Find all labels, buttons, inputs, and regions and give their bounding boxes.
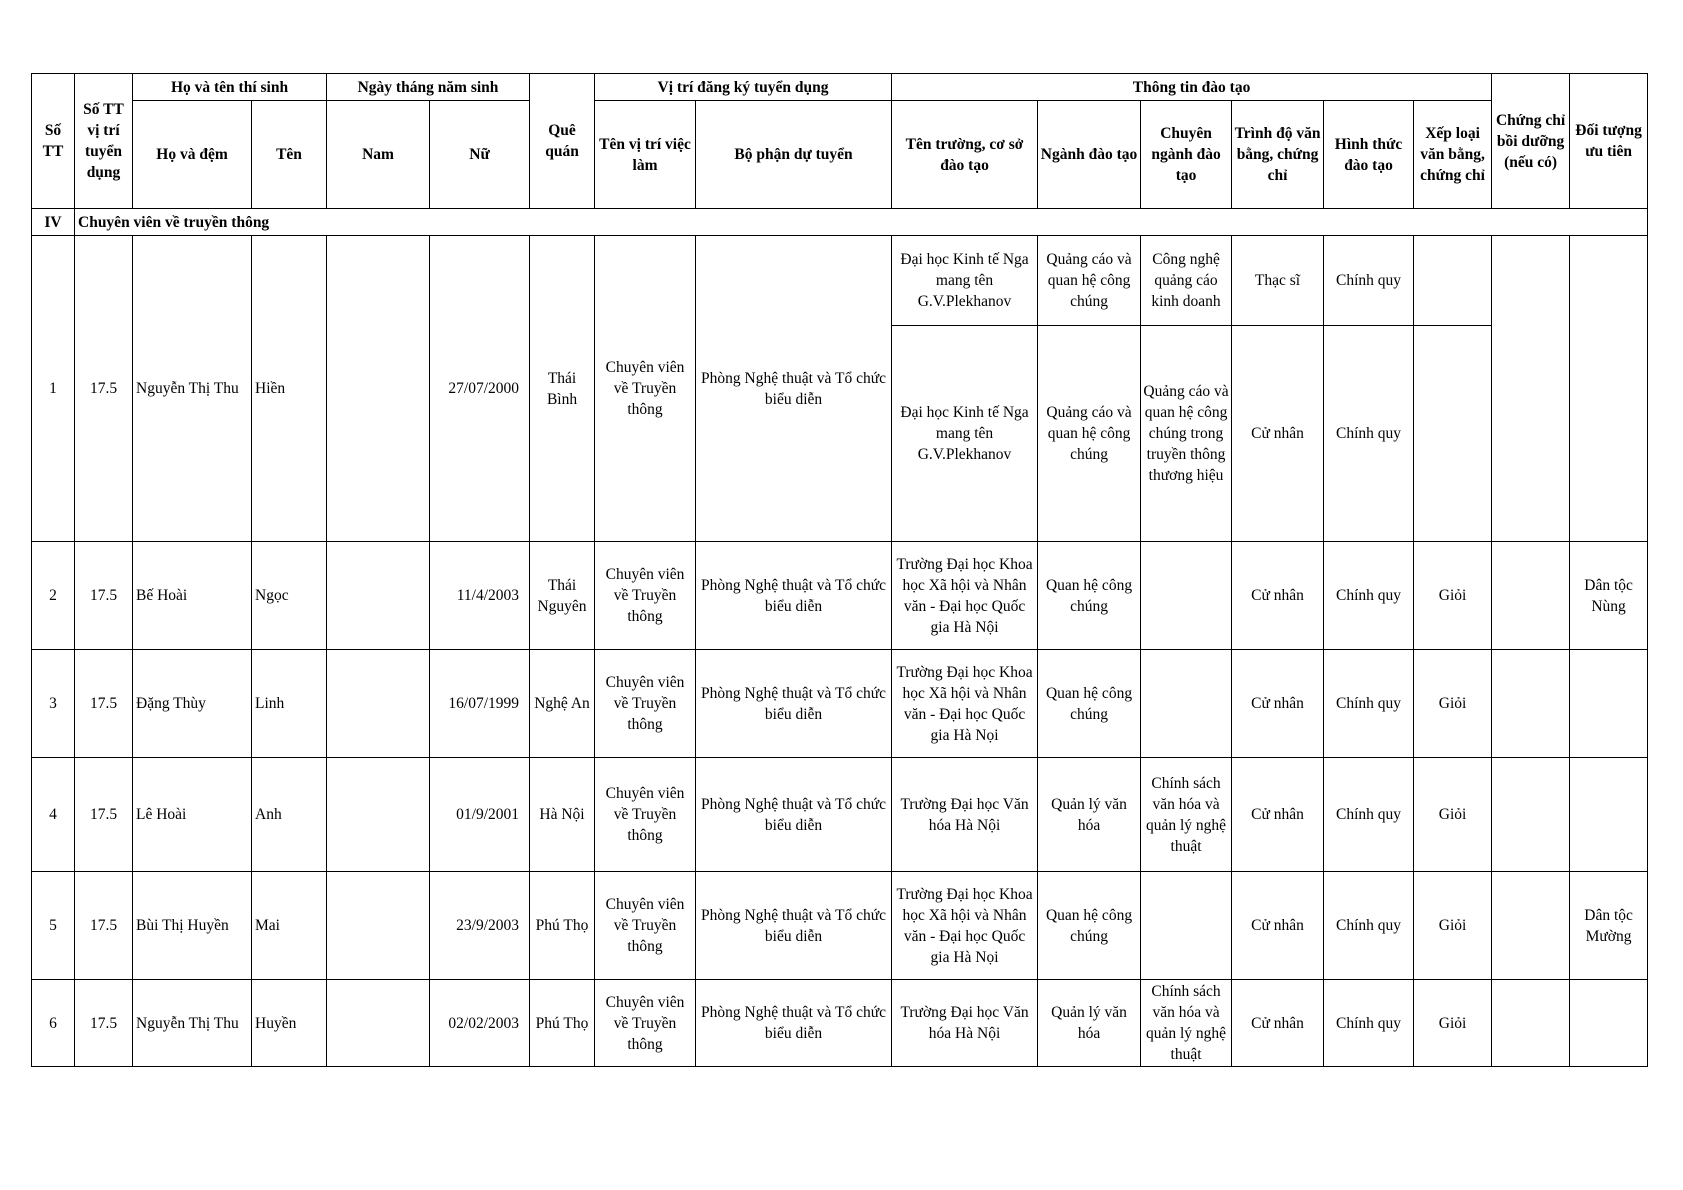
table-row (32, 872, 1648, 980)
cell-department: Phòng Nghệ thuật và Tổ chức biểu diễn (696, 872, 892, 980)
cell-hometown: Nghệ An (530, 650, 595, 758)
cell-job-title: Chuyên viên về Truyền thông (595, 236, 696, 542)
cell-grade: Giỏi (1414, 650, 1492, 758)
section-title: Chuyên viên về truyền thông (75, 209, 1648, 236)
cell-certificate (1492, 542, 1570, 650)
cell-middle-name: Bế Hoài (133, 542, 252, 650)
cell-middle-name: Lê Hoài (133, 758, 252, 872)
cell-job-title: Chuyên viên về Truyền thông (595, 758, 696, 872)
cell-hometown: Hà Nội (530, 758, 595, 872)
cell-male (327, 650, 430, 758)
cell-middle-name: Bùi Thị Huyền (133, 872, 252, 980)
cell-level: Cử nhân (1232, 980, 1324, 1067)
table-header (32, 74, 1648, 209)
cell-mode: Chính quy (1324, 542, 1414, 650)
cell-priority (1570, 980, 1648, 1067)
cell-school: Đại học Kinh tế Nga mang tên G.V.Plekhanov (892, 236, 1038, 326)
cell-position-no: 17.5 (75, 980, 133, 1067)
table-row (32, 542, 1648, 650)
cell-department: Phòng Nghệ thuật và Tổ chức biểu diễn (696, 758, 892, 872)
cell-position-no: 17.5 (75, 872, 133, 980)
cell-female-dob: 02/02/2003 (430, 980, 530, 1067)
cell-major: Quan hệ công chúng (1038, 542, 1141, 650)
cell-specialization (1141, 872, 1232, 980)
header-fullname-group: Họ và tên thí sinh (133, 74, 327, 101)
cell-priority: Dân tộc Nùng (1570, 542, 1648, 650)
cell-mode: Chính quy (1324, 758, 1414, 872)
cell-certificate (1492, 650, 1570, 758)
cell-school: Đại học Kinh tế Nga mang tên G.V.Plekhanov (892, 326, 1038, 542)
cell-grade: Giỏi (1414, 872, 1492, 980)
header-major: Ngành đào tạo (1038, 101, 1141, 209)
cell-specialization (1141, 650, 1232, 758)
cell-job-title: Chuyên viên về Truyền thông (595, 980, 696, 1067)
cell-level: Cử nhân (1232, 542, 1324, 650)
cell-first-name: Mai (252, 872, 327, 980)
cell-grade (1414, 236, 1492, 326)
cell-hometown: Thái Bình (530, 236, 595, 542)
cell-position-no: 17.5 (75, 650, 133, 758)
cell-major: Quản lý văn hóa (1038, 980, 1141, 1067)
header-registration-group: Vị trí đăng ký tuyển dụng (595, 74, 892, 101)
cell-first-name: Anh (252, 758, 327, 872)
header-job-title: Tên vị trí việc làm (595, 101, 696, 209)
cell-mode: Chính quy (1324, 236, 1414, 326)
cell-department: Phòng Nghệ thuật và Tổ chức biểu diễn (696, 650, 892, 758)
cell-female-dob: 11/4/2003 (430, 542, 530, 650)
cell-level: Cử nhân (1232, 326, 1324, 542)
header-middle-name: Họ và đệm (133, 101, 252, 209)
cell-mode: Chính quy (1324, 650, 1414, 758)
cell-stt: 3 (32, 650, 75, 758)
cell-job-title: Chuyên viên về Truyền thông (595, 872, 696, 980)
cell-middle-name: Nguyễn Thị Thu (133, 236, 252, 542)
table-row (32, 980, 1648, 1067)
cell-level: Cử nhân (1232, 758, 1324, 872)
cell-grade (1414, 326, 1492, 542)
cell-first-name: Hiền (252, 236, 327, 542)
cell-job-title: Chuyên viên về Truyền thông (595, 542, 696, 650)
cell-specialization: Công nghệ quảng cáo kinh doanh (1141, 236, 1232, 326)
header-priority: Đối tượng ưu tiên (1570, 74, 1648, 209)
cell-priority: Dân tộc Mường (1570, 872, 1648, 980)
section-row (32, 209, 1648, 236)
header-school: Tên trường, cơ sở đào tạo (892, 101, 1038, 209)
cell-department: Phòng Nghệ thuật và Tổ chức biểu diễn (696, 542, 892, 650)
cell-male (327, 542, 430, 650)
header-male: Nam (327, 101, 430, 209)
cell-hometown: Phú Thọ (530, 980, 595, 1067)
cell-school: Trường Đại học Khoa học Xã hội và Nhân văn - Đại học Quốc gia Hà Nọi (892, 872, 1038, 980)
cell-position-no: 17.5 (75, 236, 133, 542)
cell-hometown: Phú Thọ (530, 872, 595, 980)
cell-job-title: Chuyên viên về Truyền thông (595, 650, 696, 758)
cell-male (327, 980, 430, 1067)
cell-priority (1570, 758, 1648, 872)
header-dob-group: Ngày tháng năm sinh (327, 74, 530, 101)
cell-department: Phòng Nghệ thuật và Tổ chức biểu diễn (696, 980, 892, 1067)
cell-stt: 6 (32, 980, 75, 1067)
cell-male (327, 872, 430, 980)
cell-major: Quản lý văn hóa (1038, 758, 1141, 872)
candidate-table (31, 73, 1648, 1067)
header-stt: Số TT (32, 74, 75, 209)
cell-certificate (1492, 872, 1570, 980)
header-specialization: Chuyên ngành đào tạo (1141, 101, 1232, 209)
cell-male (327, 236, 430, 542)
cell-stt: 5 (32, 872, 75, 980)
cell-position-no: 17.5 (75, 758, 133, 872)
cell-position-no: 17.5 (75, 542, 133, 650)
cell-male (327, 758, 430, 872)
cell-certificate (1492, 980, 1570, 1067)
cell-department: Phòng Nghệ thuật và Tổ chức biểu diễn (696, 236, 892, 542)
cell-priority (1570, 650, 1648, 758)
cell-first-name: Huyền (252, 980, 327, 1067)
table-row (32, 758, 1648, 872)
cell-stt: 2 (32, 542, 75, 650)
cell-female-dob: 27/07/2000 (430, 236, 530, 542)
header-hometown: Quê quán (530, 74, 595, 209)
cell-level: Cử nhân (1232, 650, 1324, 758)
header-grade: Xếp loại văn bằng, chứng chỉ (1414, 101, 1492, 209)
cell-major: Quan hệ công chúng (1038, 650, 1141, 758)
cell-female-dob: 16/07/1999 (430, 650, 530, 758)
cell-school: Trường Đại học Văn hóa Hà Nội (892, 980, 1038, 1067)
cell-first-name: Linh (252, 650, 327, 758)
cell-middle-name: Đặng Thùy (133, 650, 252, 758)
cell-school: Trường Đại học Khoa học Xã hội và Nhân văn - Đại học Quốc gia Hà Nọi (892, 650, 1038, 758)
table-row (32, 236, 1648, 326)
cell-major: Quảng cáo và quan hệ công chúng (1038, 236, 1141, 326)
cell-certificate (1492, 758, 1570, 872)
cell-level: Cử nhân (1232, 872, 1324, 980)
cell-female-dob: 23/9/2003 (430, 872, 530, 980)
cell-female-dob: 01/9/2001 (430, 758, 530, 872)
header-female: Nữ (430, 101, 530, 209)
cell-specialization: Chính sách văn hóa và quản lý nghệ thuật (1141, 980, 1232, 1067)
cell-specialization: Quảng cáo và quan hệ công chúng trong truyền thông thương hiệu (1141, 326, 1232, 542)
cell-major: Quảng cáo và quan hệ công chúng (1038, 326, 1141, 542)
header-training-group: Thông tin đào tạo (892, 74, 1492, 101)
cell-grade: Giỏi (1414, 980, 1492, 1067)
cell-school: Trường Đại học Văn hóa Hà Nội (892, 758, 1038, 872)
cell-first-name: Ngọc (252, 542, 327, 650)
cell-specialization (1141, 542, 1232, 650)
cell-grade: Giỏi (1414, 542, 1492, 650)
cell-school: Trường Đại học Khoa học Xã hội và Nhân văn - Đại học Quốc gia Hà Nội (892, 542, 1038, 650)
cell-specialization: Chính sách văn hóa và quản lý nghệ thuật (1141, 758, 1232, 872)
cell-priority (1570, 236, 1648, 542)
cell-middle-name: Nguyễn Thị Thu (133, 980, 252, 1067)
header-level: Trình độ văn bằng, chứng chỉ (1232, 101, 1324, 209)
header-department: Bộ phận dự tuyển (696, 101, 892, 209)
header-first-name: Tên (252, 101, 327, 209)
cell-level: Thạc sĩ (1232, 236, 1324, 326)
cell-certificate (1492, 236, 1570, 542)
cell-stt: 4 (32, 758, 75, 872)
cell-mode: Chính quy (1324, 326, 1414, 542)
header-position-no: Số TT vị trí tuyển dụng (75, 74, 133, 209)
header-certificate: Chứng chỉ bồi dưỡng (nếu có) (1492, 74, 1570, 209)
cell-hometown: Thái Nguyên (530, 542, 595, 650)
cell-mode: Chính quy (1324, 980, 1414, 1067)
cell-mode: Chính quy (1324, 872, 1414, 980)
cell-major: Quan hệ công chúng (1038, 872, 1141, 980)
cell-grade: Giỏi (1414, 758, 1492, 872)
cell-stt: 1 (32, 236, 75, 542)
section-number: IV (32, 209, 75, 236)
header-mode: Hình thức đào tạo (1324, 101, 1414, 209)
table-row (32, 650, 1648, 758)
